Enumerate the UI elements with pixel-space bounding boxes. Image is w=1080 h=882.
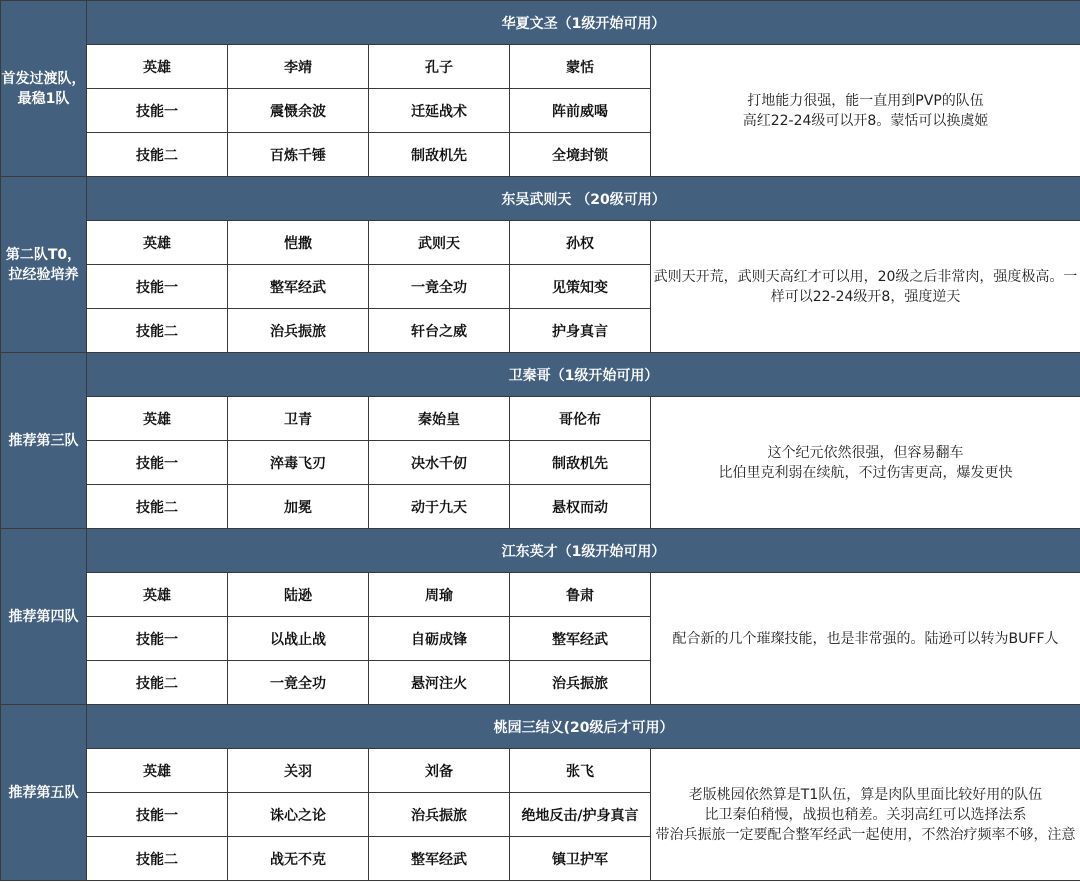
row-label: 技能二 bbox=[87, 661, 228, 705]
team-note bbox=[651, 397, 1080, 529]
skill-name: 诛心之论 bbox=[228, 793, 369, 837]
skill-name: 淬毒飞刃 bbox=[228, 441, 369, 485]
team-title: 华夏文圣（1级开始可用） bbox=[87, 1, 1080, 45]
skill-name: 阵前威喝 bbox=[510, 89, 651, 133]
team-note bbox=[651, 45, 1080, 177]
note-line: 比伯里克利弱在续航，不过伤害更高，爆发更快 bbox=[718, 464, 1013, 481]
team-title: 卫秦哥（1级开始可用） bbox=[87, 353, 1080, 397]
skill-name: 整军经武 bbox=[510, 617, 651, 661]
row-label: 技能二 bbox=[87, 309, 228, 353]
skill-name: 自砺成锋 bbox=[369, 617, 510, 661]
skill-name: 护身真言 bbox=[510, 309, 651, 353]
team-header-row bbox=[1, 1, 1080, 45]
row-label: 技能一 bbox=[87, 793, 228, 837]
hero-name: 恺撒 bbox=[228, 221, 369, 265]
skill-name: 制敌机先 bbox=[369, 133, 510, 177]
hero-name: 卫青 bbox=[228, 397, 369, 441]
hero-name: 孙权 bbox=[510, 221, 651, 265]
team-note bbox=[651, 573, 1080, 705]
team-note bbox=[651, 749, 1080, 881]
table-row bbox=[1, 45, 1080, 89]
row-label: 英雄 bbox=[87, 749, 228, 793]
skill-name: 全境封锁 bbox=[510, 133, 651, 177]
team-rank-label: 推荐第四队 bbox=[1, 529, 87, 705]
hero-name: 李靖 bbox=[228, 45, 369, 89]
table-row bbox=[1, 397, 1080, 441]
skill-name: 整军经武 bbox=[369, 837, 510, 881]
team-rank-label: 推荐第五队 bbox=[1, 705, 87, 881]
skill-name: 一竟全功 bbox=[369, 265, 510, 309]
team-title: 东吴武则天 （20级可用） bbox=[87, 177, 1080, 221]
skill-name: 整军经武 bbox=[228, 265, 369, 309]
row-label: 英雄 bbox=[87, 221, 228, 265]
row-label: 技能一 bbox=[87, 617, 228, 661]
team-rank-label: 推荐第三队 bbox=[1, 353, 87, 529]
skill-name: 决水千仞 bbox=[369, 441, 510, 485]
hero-name: 刘备 bbox=[369, 749, 510, 793]
hero-name: 蒙恬 bbox=[510, 45, 651, 89]
row-label: 技能一 bbox=[87, 89, 228, 133]
hero-name: 哥伦布 bbox=[510, 397, 651, 441]
skill-name: 轩台之威 bbox=[369, 309, 510, 353]
hero-name: 周瑜 bbox=[369, 573, 510, 617]
hero-name: 张飞 bbox=[510, 749, 651, 793]
row-label: 英雄 bbox=[87, 397, 228, 441]
hero-name: 孔子 bbox=[369, 45, 510, 89]
skill-name: 加冕 bbox=[228, 485, 369, 529]
skill-name: 治兵振旅 bbox=[228, 309, 369, 353]
row-label: 技能一 bbox=[87, 265, 228, 309]
skill-name: 制敌机先 bbox=[510, 441, 651, 485]
note-line: 这个纪元依然很强，但容易翻车 bbox=[767, 444, 964, 461]
skill-name: 绝地反击/护身真言 bbox=[510, 793, 651, 837]
skill-name: 见策知变 bbox=[510, 265, 651, 309]
skill-name: 震慑余波 bbox=[228, 89, 369, 133]
skill-name: 治兵振旅 bbox=[369, 793, 510, 837]
skill-name: 镇卫护军 bbox=[510, 837, 651, 881]
table-row bbox=[1, 749, 1080, 793]
team-title: 江东英才（1级开始可用） bbox=[87, 529, 1080, 573]
row-label: 技能二 bbox=[87, 837, 228, 881]
team-header-row bbox=[1, 529, 1080, 573]
skill-name: 战无不克 bbox=[228, 837, 369, 881]
row-label: 技能一 bbox=[87, 441, 228, 485]
skill-name: 一竟全功 bbox=[228, 661, 369, 705]
skill-name: 迁延战术 bbox=[369, 89, 510, 133]
team-title: 桃园三结义(20级后才可用） bbox=[87, 705, 1080, 749]
team-header-row bbox=[1, 353, 1080, 397]
skill-name: 治兵振旅 bbox=[510, 661, 651, 705]
hero-name: 陆逊 bbox=[228, 573, 369, 617]
note-line: 武则天开荒，武则天高红才可以用，20级之后非常肉，强度极高。一样可以22-24级开8，强度逆天 bbox=[653, 268, 1078, 305]
hero-name: 鲁肃 bbox=[510, 573, 651, 617]
note-line: 老版桃园依然算是T1队伍，算是肉队里面比较好用的队伍 bbox=[688, 786, 1043, 803]
skill-name: 以战止战 bbox=[228, 617, 369, 661]
note-line: 带治兵振旅一定要配合整军经武一起使用，不然治疗频率不够，注意 bbox=[655, 826, 1076, 843]
team-header-row bbox=[1, 705, 1080, 749]
team-note bbox=[651, 221, 1080, 353]
row-label: 技能二 bbox=[87, 485, 228, 529]
team-rank-label: 首发过渡队，最稳1队 bbox=[1, 1, 87, 177]
skill-name: 悬权而动 bbox=[510, 485, 651, 529]
row-label: 英雄 bbox=[87, 45, 228, 89]
table-row bbox=[1, 573, 1080, 617]
team-header-row bbox=[1, 177, 1080, 221]
note-line: 配合新的几个璀璨技能，也是非常强的。陆逊可以转为BUFF人 bbox=[672, 630, 1059, 647]
hero-name: 关羽 bbox=[228, 749, 369, 793]
team-rank-label: 第二队T0，拉经验培养 bbox=[1, 177, 87, 353]
note-line: 高红22-24级可以开8。蒙恬可以换虞姬 bbox=[742, 112, 989, 129]
hero-name: 武则天 bbox=[369, 221, 510, 265]
skill-name: 动于九天 bbox=[369, 485, 510, 529]
hero-name: 秦始皇 bbox=[369, 397, 510, 441]
note-line: 比卫秦伯稍慢，战损也稍差。关羽高红可以选择法系 bbox=[704, 806, 1027, 823]
table-row bbox=[1, 221, 1080, 265]
row-label: 英雄 bbox=[87, 573, 228, 617]
skill-name: 百炼千锤 bbox=[228, 133, 369, 177]
skill-name: 悬河注火 bbox=[369, 661, 510, 705]
row-label: 技能二 bbox=[87, 133, 228, 177]
note-line: 打地能力很强，能一直用到PVP的队伍 bbox=[747, 92, 984, 109]
